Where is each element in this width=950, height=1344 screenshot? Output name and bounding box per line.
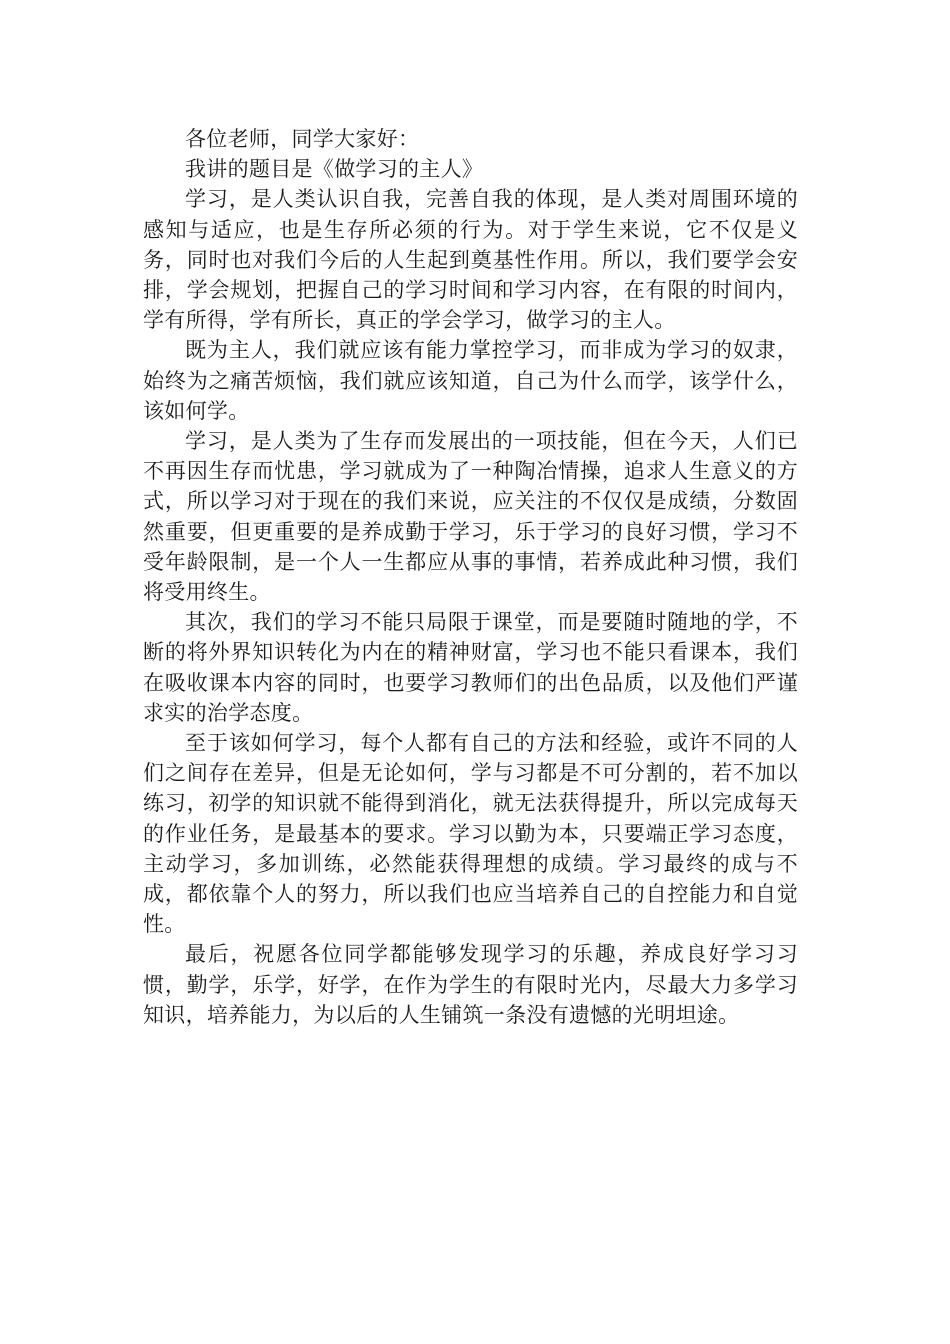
body-paragraph: 其次，我们的学习不能只局限于课堂，而是要随时随地的学，不断的将外界知识转化为内在的精神财富，学习也不能只看课本，我们在吸收课本内容的同时，也要学习教师们的出色品质，以及他们严谨求实的治学态度。 <box>143 610 798 725</box>
topic-paragraph: 我讲的题目是《做学习的主人》 <box>185 157 484 182</box>
body-paragraph: 至于该如何学习，每个人都有自己的方法和经验，或许不同的人们之间存在差异，但是无论如何，学与习都是不可分割的，若不加以练习，初学的知识就不能得到消化，就无法获得提升，所以完成每天的作业任务，是最基本的要求。学习以勤为本，只要端正学习态度，主动学习，多加训练，必然能获得理想的成绩。学习最终的成与不成，都依靠个人的努力，所以我们也应当培养自己的自控能力和自觉性。 <box>143 731 798 937</box>
body-paragraph: 学习，是人类认识自我，完善自我的体现，是人类对周围环境的感知与适应，也是生存所必须的行为。对于学生来说，它不仅是义务，同时也对我们今后的人生起到奠基性作用。所以，我们要学会安排，学会规划，把握自己的学习时间和学习内容，在有限的时间内，学有所得，学有所长，真正的学会学习，做学习的主人。 <box>143 187 798 333</box>
closing-paragraph: 最后，祝愿各位同学都能够发现学习的乐趣，养成良好学习习惯，勤学，乐学，好学，在作为学生的有限时光内，尽最大力多学习知识，培养能力，为以后的人生铺筑一条没有遗憾的光明坦途。 <box>143 942 798 1027</box>
greeting-paragraph: 各位老师，同学大家好： <box>185 127 420 151</box>
document-body <box>143 124 798 1030</box>
body-paragraph: 学习，是人类为了生存而发展出的一项技能，但在今天，人们已不再因生存而忧患，学习就成为了一种陶冶情操，追求人生意义的方式，所以学习对于现在的我们来说，应关注的不仅仅是成绩，分数固然重要，但更重要的是养成勤于学习，乐于学习的良好习惯，学习不受年龄限制，是一个人一生都应从事的事情，若养成此种习惯，我们将受用终生。 <box>143 429 798 605</box>
body-paragraph: 既为主人，我们就应该有能力掌控学习，而非成为学习的奴隶，始终为之痛苦烦恼，我们就应该知道，自己为什么而学，该学什么，该如何学。 <box>143 338 798 423</box>
